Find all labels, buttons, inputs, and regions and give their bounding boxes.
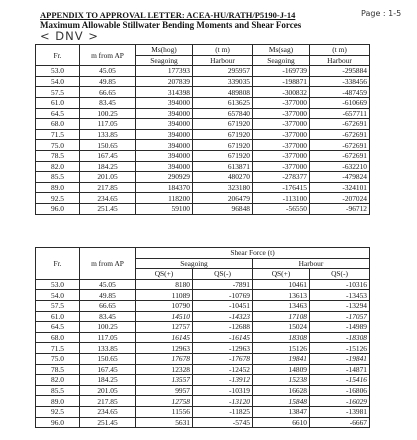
shear-table-cell-value-2: -16145 bbox=[193, 332, 253, 343]
shear-table-cell-value-2: -10769 bbox=[193, 290, 253, 301]
bending-table-cell-value-1: 394000 bbox=[136, 150, 193, 161]
shear-table-cell-value-1: 9957 bbox=[136, 385, 193, 396]
shear-table-row bbox=[36, 353, 370, 364]
shear-table-cell-frame: 54.0 bbox=[36, 290, 80, 301]
bending-table-cell-value-4: -324101 bbox=[310, 182, 370, 193]
shear-table-cell-value-1: 11556 bbox=[136, 406, 193, 417]
shear-table-cell-value-4: -16806 bbox=[310, 385, 370, 396]
bending-table-cell-frame: 57.5 bbox=[36, 87, 80, 98]
bending-table-cell-value-3: -278377 bbox=[253, 172, 310, 183]
bending-table-cell-frame: 64.5 bbox=[36, 108, 80, 119]
shear-table-cell-position: 83.45 bbox=[80, 311, 136, 322]
bending-table-cell-value-2: 295957 bbox=[193, 66, 253, 77]
bending-table-row bbox=[36, 161, 370, 172]
shear-table-cell-value-4: -13981 bbox=[310, 406, 370, 417]
shear-table-cell-frame: 92.5 bbox=[36, 406, 80, 417]
bending-table-cell-position: 45.05 bbox=[80, 66, 136, 77]
bending-table-cell-value-4: -610669 bbox=[310, 97, 370, 108]
bending-table-cell-position: 251.45 bbox=[80, 203, 136, 214]
shear-table-cell-position: 184.25 bbox=[80, 375, 136, 386]
shear-table-cell-value-1: 12757 bbox=[136, 322, 193, 333]
bending-header-fr: Fr. bbox=[36, 45, 80, 66]
shear-table-row bbox=[36, 417, 370, 428]
page-number-note: Page : 1-5 bbox=[361, 9, 402, 18]
bending-moment-table bbox=[35, 44, 370, 215]
shear-table-row bbox=[36, 332, 370, 343]
shear-table-cell-value-3: 18308 bbox=[253, 332, 310, 343]
shear-header-seagoing: Seagoing bbox=[136, 258, 253, 269]
shear-table-cell-frame: 61.0 bbox=[36, 311, 80, 322]
bending-table-cell-value-4: -672691 bbox=[310, 140, 370, 151]
bending-table-cell-value-3: -300832 bbox=[253, 87, 310, 98]
bending-table-cell-position: 184.25 bbox=[80, 161, 136, 172]
shear-header-m-from-ap: m from AP bbox=[80, 248, 136, 280]
shear-table-cell-value-3: 6610 bbox=[253, 417, 310, 428]
bending-table-row bbox=[36, 172, 370, 183]
bending-table-cell-value-4: -672691 bbox=[310, 150, 370, 161]
shear-table-cell-frame: 75.0 bbox=[36, 353, 80, 364]
bending-header-sag-unit: (t m) bbox=[310, 45, 370, 56]
bending-table-cell-position: 117.05 bbox=[80, 119, 136, 130]
shear-table-cell-value-2: -12688 bbox=[193, 322, 253, 333]
shear-table-cell-value-4: -17057 bbox=[310, 311, 370, 322]
shear-header-harbour: Harbour bbox=[253, 258, 370, 269]
bending-table-cell-value-1: 184370 bbox=[136, 182, 193, 193]
shear-header-seagoing-qs-plus: QS(+) bbox=[136, 269, 193, 280]
shear-table-row bbox=[36, 343, 370, 354]
bending-table-cell-value-4: -207024 bbox=[310, 193, 370, 204]
bending-header-sag-harbour: Harbour bbox=[310, 55, 370, 66]
bending-table-cell-value-3: -198871 bbox=[253, 76, 310, 87]
bending-table-cell-value-1: 118200 bbox=[136, 193, 193, 204]
shear-table-cell-position: 49.85 bbox=[80, 290, 136, 301]
shear-header-harbour-qs-minus: QS(-) bbox=[310, 269, 370, 280]
bending-header-m-from-ap: m from AP bbox=[80, 45, 136, 66]
shear-table-cell-frame: 71.5 bbox=[36, 343, 80, 354]
bending-table-cell-value-1: 394000 bbox=[136, 119, 193, 130]
shear-table-cell-value-3: 13613 bbox=[253, 290, 310, 301]
shear-table-cell-value-1: 11089 bbox=[136, 290, 193, 301]
bending-table-cell-frame: 61.0 bbox=[36, 97, 80, 108]
shear-table-cell-frame: 89.0 bbox=[36, 396, 80, 407]
bending-table-cell-frame: 85.5 bbox=[36, 172, 80, 183]
bending-table-row bbox=[36, 108, 370, 119]
shear-table-row bbox=[36, 300, 370, 311]
bending-table-cell-frame: 71.5 bbox=[36, 129, 80, 140]
bending-table-row bbox=[36, 66, 370, 77]
shear-table-cell-value-2: -10319 bbox=[193, 385, 253, 396]
shear-table-row bbox=[36, 322, 370, 333]
shear-table-cell-value-4: -15416 bbox=[310, 375, 370, 386]
shear-table-cell-value-4: -13453 bbox=[310, 290, 370, 301]
shear-table-cell-value-2: -11825 bbox=[193, 406, 253, 417]
shear-table-cell-frame: 64.5 bbox=[36, 322, 80, 333]
shear-table-cell-frame: 68.0 bbox=[36, 332, 80, 343]
shear-table-cell-value-2: -5745 bbox=[193, 417, 253, 428]
shear-table-cell-position: 167.45 bbox=[80, 364, 136, 375]
bending-table-cell-value-2: 339035 bbox=[193, 76, 253, 87]
shear-table-cell-value-3: 15126 bbox=[253, 343, 310, 354]
shear-table-cell-value-1: 16145 bbox=[136, 332, 193, 343]
shear-table-cell-frame: 96.0 bbox=[36, 417, 80, 428]
shear-table-cell-value-2: -12452 bbox=[193, 364, 253, 375]
bending-table-row bbox=[36, 76, 370, 87]
bending-table-cell-value-2: 671920 bbox=[193, 150, 253, 161]
bending-table-row bbox=[36, 193, 370, 204]
bending-table-row bbox=[36, 97, 370, 108]
bending-table-cell-value-2: 323180 bbox=[193, 182, 253, 193]
shear-table-cell-value-3: 15024 bbox=[253, 322, 310, 333]
shear-table-cell-value-3: 13847 bbox=[253, 406, 310, 417]
shear-table-cell-position: 66.65 bbox=[80, 300, 136, 311]
document-subtitle: Maximum Allowable Stillwater Bending Moments and Shear Forces bbox=[40, 20, 302, 30]
bending-table-cell-value-1: 394000 bbox=[136, 129, 193, 140]
bending-table-cell-value-4: -479824 bbox=[310, 172, 370, 183]
shear-table-cell-value-4: -10316 bbox=[310, 279, 370, 290]
shear-table-cell-position: 133.85 bbox=[80, 343, 136, 354]
shear-header-title: Shear Force (t) bbox=[136, 248, 370, 259]
bending-table-cell-frame: 89.0 bbox=[36, 182, 80, 193]
shear-table-body bbox=[36, 279, 370, 427]
shear-table-cell-position: 150.65 bbox=[80, 353, 136, 364]
bending-table-cell-value-2: 671920 bbox=[193, 129, 253, 140]
shear-table-cell-position: 234.65 bbox=[80, 406, 136, 417]
bending-table-cell-position: 66.65 bbox=[80, 87, 136, 98]
bending-table-cell-value-2: 206479 bbox=[193, 193, 253, 204]
bending-table-cell-value-4: -295884 bbox=[310, 66, 370, 77]
bending-table-cell-position: 201.05 bbox=[80, 172, 136, 183]
bending-table-cell-frame: 54.0 bbox=[36, 76, 80, 87]
bending-table-cell-frame: 75.0 bbox=[36, 140, 80, 151]
shear-table-cell-value-3: 15238 bbox=[253, 375, 310, 386]
bending-table-cell-value-1: 177393 bbox=[136, 66, 193, 77]
bending-table-cell-position: 133.85 bbox=[80, 129, 136, 140]
bending-table-cell-frame: 78.5 bbox=[36, 150, 80, 161]
shear-table-cell-value-3: 19841 bbox=[253, 353, 310, 364]
bending-table-cell-value-3: -377000 bbox=[253, 140, 310, 151]
bending-table-cell-value-1: 207839 bbox=[136, 76, 193, 87]
shear-table-cell-frame: 78.5 bbox=[36, 364, 80, 375]
bending-table-cell-position: 83.45 bbox=[80, 97, 136, 108]
shear-table-cell-value-1: 5631 bbox=[136, 417, 193, 428]
bending-table-cell-value-3: -377000 bbox=[253, 129, 310, 140]
bending-table-cell-value-2: 489808 bbox=[193, 87, 253, 98]
shear-table-cell-position: 117.05 bbox=[80, 332, 136, 343]
shear-table-cell-value-3: 15848 bbox=[253, 396, 310, 407]
shear-table-cell-value-1: 17678 bbox=[136, 353, 193, 364]
shear-table-row bbox=[36, 385, 370, 396]
bending-table-cell-position: 217.85 bbox=[80, 182, 136, 193]
bending-header-hog-seagoing: Seagoing bbox=[136, 55, 193, 66]
bending-table-row bbox=[36, 119, 370, 130]
bending-header-ms-hog: Ms(hog) bbox=[136, 45, 193, 56]
shear-table-cell-value-1: 12758 bbox=[136, 396, 193, 407]
bending-table-cell-value-1: 394000 bbox=[136, 161, 193, 172]
shear-table-row bbox=[36, 311, 370, 322]
shear-table-cell-value-1: 8180 bbox=[136, 279, 193, 290]
bending-table-cell-value-2: 657840 bbox=[193, 108, 253, 119]
shear-table-cell-value-3: 10461 bbox=[253, 279, 310, 290]
bending-table-cell-value-2: 480270 bbox=[193, 172, 253, 183]
bending-table-cell-value-4: -487459 bbox=[310, 87, 370, 98]
bending-table-cell-frame: 82.0 bbox=[36, 161, 80, 172]
shear-table-cell-frame: 85.5 bbox=[36, 385, 80, 396]
bending-table-cell-frame: 92.5 bbox=[36, 193, 80, 204]
shear-table-cell-frame: 53.0 bbox=[36, 279, 80, 290]
shear-table-cell-value-1: 13557 bbox=[136, 375, 193, 386]
bending-table-cell-position: 49.85 bbox=[80, 76, 136, 87]
bending-table-cell-value-1: 290929 bbox=[136, 172, 193, 183]
bending-table-cell-value-4: -672691 bbox=[310, 129, 370, 140]
bending-table-cell-value-3: -377000 bbox=[253, 97, 310, 108]
bending-table-body bbox=[36, 66, 370, 214]
bending-table-cell-value-3: -169739 bbox=[253, 66, 310, 77]
bending-table-cell-value-4: -657711 bbox=[310, 108, 370, 119]
bending-table-cell-value-3: -176415 bbox=[253, 182, 310, 193]
shear-table-cell-value-2: -10451 bbox=[193, 300, 253, 311]
shear-table-cell-value-3: 17108 bbox=[253, 311, 310, 322]
dnv-handwritten-label: < DNV > bbox=[40, 29, 99, 43]
shear-table-cell-value-1: 12963 bbox=[136, 343, 193, 354]
shear-table-cell-value-4: -13294 bbox=[310, 300, 370, 311]
bending-table-cell-position: 234.65 bbox=[80, 193, 136, 204]
bending-table-cell-frame: 53.0 bbox=[36, 66, 80, 77]
shear-table-row bbox=[36, 279, 370, 290]
shear-table-cell-value-4: -18308 bbox=[310, 332, 370, 343]
shear-table-cell-value-4: -6667 bbox=[310, 417, 370, 428]
bending-table-cell-value-4: -338456 bbox=[310, 76, 370, 87]
shear-table-cell-value-2: -13120 bbox=[193, 396, 253, 407]
bending-table-cell-value-3: -377000 bbox=[253, 161, 310, 172]
shear-table-cell-value-4: -16029 bbox=[310, 396, 370, 407]
bending-header-hog-unit: (t m) bbox=[193, 45, 253, 56]
bending-header-ms-sag: Ms(sag) bbox=[253, 45, 310, 56]
bending-table-cell-value-4: -672691 bbox=[310, 119, 370, 130]
bending-table-cell-value-2: 96848 bbox=[193, 203, 253, 214]
bending-header-sag-seagoing: Seagoing bbox=[253, 55, 310, 66]
bending-table-cell-value-2: 671920 bbox=[193, 140, 253, 151]
bending-table-cell-value-3: -56550 bbox=[253, 203, 310, 214]
shear-table-row bbox=[36, 364, 370, 375]
shear-table-row bbox=[36, 290, 370, 301]
shear-header-fr: Fr. bbox=[36, 248, 80, 280]
bending-table-cell-frame: 68.0 bbox=[36, 119, 80, 130]
shear-table-cell-value-2: -17678 bbox=[193, 353, 253, 364]
shear-header-seagoing-qs-minus: QS(-) bbox=[193, 269, 253, 280]
shear-table-row bbox=[36, 375, 370, 386]
bending-table-cell-value-2: 613625 bbox=[193, 97, 253, 108]
shear-table-cell-value-2: -14323 bbox=[193, 311, 253, 322]
bending-table-cell-value-1: 314398 bbox=[136, 87, 193, 98]
bending-header-hog-harbour: Harbour bbox=[193, 55, 253, 66]
bending-table-cell-value-1: 394000 bbox=[136, 97, 193, 108]
shear-table-cell-value-1: 12328 bbox=[136, 364, 193, 375]
bending-table-cell-value-1: 394000 bbox=[136, 140, 193, 151]
shear-table-cell-value-4: -14989 bbox=[310, 322, 370, 333]
bending-table-cell-value-1: 59100 bbox=[136, 203, 193, 214]
shear-table-cell-value-1: 10790 bbox=[136, 300, 193, 311]
shear-table-cell-position: 251.45 bbox=[80, 417, 136, 428]
bending-table-cell-value-2: 671920 bbox=[193, 119, 253, 130]
shear-table-cell-value-3: 13463 bbox=[253, 300, 310, 311]
shear-table-cell-position: 217.85 bbox=[80, 396, 136, 407]
shear-table-cell-value-2: -12963 bbox=[193, 343, 253, 354]
shear-table-row bbox=[36, 406, 370, 417]
bending-table-cell-value-1: 394000 bbox=[136, 108, 193, 119]
appendix-title: APPENDIX TO APPROVAL LETTER: ACEA-HU/RATH/P5190-J-14 bbox=[40, 10, 296, 20]
bending-table-cell-position: 100.25 bbox=[80, 108, 136, 119]
shear-table-cell-value-2: -13912 bbox=[193, 375, 253, 386]
shear-table-cell-value-4: -14871 bbox=[310, 364, 370, 375]
shear-table-cell-value-4: -19841 bbox=[310, 353, 370, 364]
bending-table-cell-value-4: -96712 bbox=[310, 203, 370, 214]
bending-table-cell-value-4: -632210 bbox=[310, 161, 370, 172]
bending-table-row bbox=[36, 182, 370, 193]
bending-table-row bbox=[36, 203, 370, 214]
shear-table-cell-value-1: 14510 bbox=[136, 311, 193, 322]
shear-table-cell-value-3: 14809 bbox=[253, 364, 310, 375]
bending-table-row bbox=[36, 87, 370, 98]
bending-table-cell-value-3: -377000 bbox=[253, 108, 310, 119]
shear-table-cell-position: 201.05 bbox=[80, 385, 136, 396]
shear-table-cell-position: 100.25 bbox=[80, 322, 136, 333]
bending-table-cell-position: 150.65 bbox=[80, 140, 136, 151]
bending-table-cell-position: 167.45 bbox=[80, 150, 136, 161]
shear-table-cell-value-2: -7891 bbox=[193, 279, 253, 290]
shear-table-cell-frame: 82.0 bbox=[36, 375, 80, 386]
bending-table-cell-value-2: 613871 bbox=[193, 161, 253, 172]
bending-table-cell-value-3: -377000 bbox=[253, 150, 310, 161]
shear-force-table bbox=[35, 247, 370, 428]
bending-table-row bbox=[36, 129, 370, 140]
bending-table-cell-frame: 96.0 bbox=[36, 203, 80, 214]
bending-table-row bbox=[36, 140, 370, 151]
bending-table-row bbox=[36, 150, 370, 161]
bending-table-cell-value-3: -113100 bbox=[253, 193, 310, 204]
shear-header-harbour-qs-plus: QS(+) bbox=[253, 269, 310, 280]
shear-table-cell-value-4: -15126 bbox=[310, 343, 370, 354]
shear-table-row bbox=[36, 396, 370, 407]
shear-table-cell-value-3: 16628 bbox=[253, 385, 310, 396]
shear-table-cell-frame: 57.5 bbox=[36, 300, 80, 311]
bending-table-cell-value-3: -377000 bbox=[253, 119, 310, 130]
shear-table-cell-position: 45.05 bbox=[80, 279, 136, 290]
